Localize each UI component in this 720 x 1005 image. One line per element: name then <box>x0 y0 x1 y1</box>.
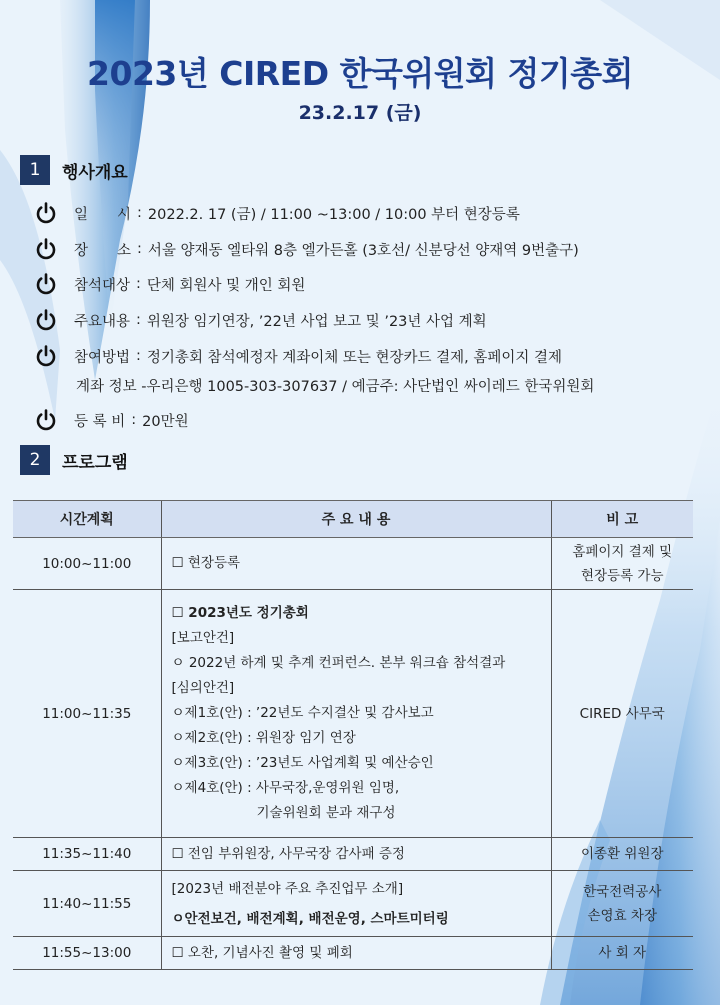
note-cell <box>551 538 693 590</box>
info-value: 2022.2. 17 (금) / 11:00 ~13:00 / 10:00 부터 현장등록 <box>147 206 520 223</box>
info-row-fee <box>34 408 189 432</box>
content-cell <box>161 538 551 590</box>
info-row-agenda <box>34 308 487 332</box>
info-row-datetime <box>34 201 520 225</box>
info-separator: : <box>131 412 137 428</box>
section-overview-heading <box>20 155 128 185</box>
content-line: [2023년 배전분야 주요 추진업무 소개] <box>171 880 404 897</box>
column-header-content: 주 요 내 용 <box>161 501 551 538</box>
section-title: 행사개요 <box>62 162 128 183</box>
event-date: 23.2.17 (금) <box>298 102 422 124</box>
info-row-venue <box>34 237 579 261</box>
table-row <box>13 937 693 970</box>
time-cell: 11:35~11:40 <box>13 838 161 871</box>
program-table <box>13 500 693 970</box>
table-row <box>13 538 693 590</box>
column-header-time: 시간계획 <box>13 501 161 538</box>
content-line: ㅇ제4호(안) : 사무국장,운영위원 임명, <box>171 780 400 796</box>
time-cell: 11:55~13:00 <box>13 937 161 970</box>
info-label: 장 소 <box>74 242 132 259</box>
content-line: ☐ 2023년도 정기총회 <box>171 605 309 621</box>
content-line: ㅇ제1호(안) : ’22년도 수지결산 및 감사보고 <box>171 705 434 721</box>
note-line: 손영효 차장 <box>587 907 657 924</box>
content-line: [심의안건] <box>171 680 235 696</box>
time-cell: 11:00~11:35 <box>13 590 161 838</box>
content-line: ㅇ제2호(안) : 위원장 임기 연장 <box>171 730 356 746</box>
table-row <box>13 838 693 871</box>
account-info: 계좌 정보 -우리은행 1005-303-307637 / 예금주: 사단법인 싸이레드 한국위원회 <box>76 378 595 395</box>
content-cell <box>161 838 551 871</box>
content-line: ☐ 오찬, 기념사진 촬영 및 폐회 <box>171 944 353 961</box>
content-cell <box>161 937 551 970</box>
info-separator: : <box>137 205 142 221</box>
info-separator: : <box>136 276 141 292</box>
power-icon <box>34 344 58 368</box>
info-label: 등 록 비 <box>74 413 126 430</box>
section-number-badge: 2 <box>20 445 50 475</box>
power-icon <box>34 272 58 296</box>
note-line: 현장등록 가능 <box>580 567 664 584</box>
content-line: ㅇ제3호(안) : ’23년도 사업계획 및 예산승인 <box>171 755 434 771</box>
info-value: 위원장 임기연장, ’22년 사업 보고 및 ’23년 사업 계획 <box>146 313 487 330</box>
table-header-row <box>13 501 693 538</box>
section-title: 프로그램 <box>62 452 128 473</box>
info-value: 단체 회원사 및 개인 회원 <box>146 277 306 294</box>
note-cell <box>551 937 693 970</box>
info-separator: : <box>136 312 141 328</box>
note-cell <box>551 838 693 871</box>
page-title: 2023년 CIRED 한국위원회 정기총회 <box>87 54 633 93</box>
section-number-badge: 1 <box>20 155 50 185</box>
info-label: 참여방법 <box>74 349 131 366</box>
content-line: ㅇ안전보건, 배전계획, 배전운영, 스마트미터링 <box>171 910 449 927</box>
info-separator: : <box>136 348 141 364</box>
content-line: [보고안건] <box>171 630 235 646</box>
section-program-heading <box>20 445 128 475</box>
time-cell: 11:40~11:55 <box>13 871 161 937</box>
info-label: 일 시 <box>74 206 132 223</box>
info-row-attendees <box>34 272 305 296</box>
info-value: 20만원 <box>142 413 189 430</box>
info-separator: : <box>137 241 142 257</box>
info-label: 참석대상 <box>74 277 131 294</box>
note-cell <box>551 590 693 838</box>
content-line: ☐ 현장등록 <box>171 555 241 571</box>
content-line: ☐ 전임 부위원장, 사무국장 감사패 증정 <box>171 845 405 862</box>
power-icon <box>34 308 58 332</box>
content-line: ㅇ 2022년 하계 및 추계 컨퍼런스. 본부 워크숍 참석결과 <box>171 655 506 671</box>
note-line: 한국전력공사 <box>583 883 662 900</box>
info-label: 주요내용 <box>74 313 131 330</box>
note-cell <box>551 871 693 937</box>
table-row <box>13 590 693 838</box>
time-cell: 10:00~11:00 <box>13 538 161 590</box>
info-value: 서울 양재동 엘타워 8층 엘가든홀 (3호선/ 신분당선 양재역 9번출구) <box>147 242 579 259</box>
power-icon <box>34 237 58 261</box>
note-line: CIRED 사무국 <box>579 705 665 722</box>
power-icon <box>34 408 58 432</box>
column-header-notes: 비 고 <box>551 501 693 538</box>
note-line: 홈페이지 결제 및 <box>572 543 673 560</box>
table-row <box>13 871 693 937</box>
info-value: 정기총회 참석예정자 계좌이체 또는 현장카드 결제, 홈페이지 결제 <box>146 349 562 366</box>
content-cell <box>161 590 551 838</box>
note-line: 이종환 위원장 <box>580 846 664 862</box>
power-icon <box>34 201 58 225</box>
note-line: 사 회 자 <box>598 945 647 961</box>
content-cell <box>161 871 551 937</box>
content-line: 기술위원회 분과 재구성 <box>256 805 396 821</box>
info-row-participation <box>34 344 562 368</box>
